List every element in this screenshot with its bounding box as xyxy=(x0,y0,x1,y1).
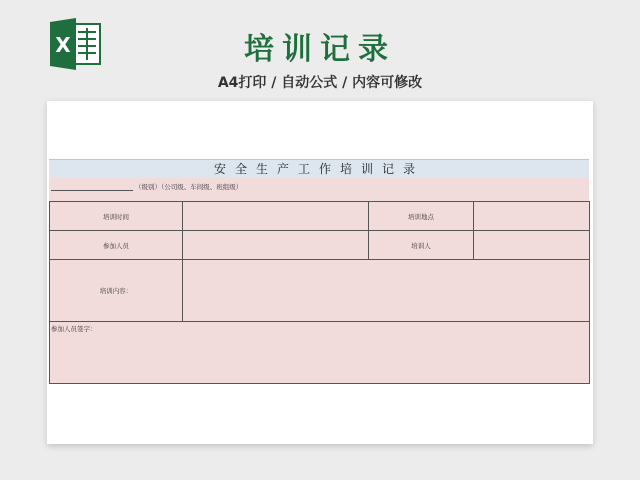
record-table xyxy=(49,201,590,384)
excel-letter: X xyxy=(55,33,71,57)
signature-cell[interactable]: 参加人员签字： xyxy=(50,322,590,384)
location-label: 培训地点 xyxy=(369,202,474,231)
content-label: 培训内容： xyxy=(50,260,183,322)
page-title: 培训记录 xyxy=(244,32,396,67)
level-line xyxy=(51,182,242,191)
time-label: 培训时间 xyxy=(50,202,183,231)
table-row xyxy=(50,322,590,384)
level-blank[interactable] xyxy=(51,190,133,191)
sheet-title: 安全生产工作培训记录 xyxy=(49,159,589,178)
table-row xyxy=(50,231,590,260)
time-cell[interactable] xyxy=(183,202,369,231)
location-cell[interactable] xyxy=(474,202,590,231)
level-text: （级别）（公司级、车间级、班组级） xyxy=(135,183,243,191)
table-row xyxy=(50,260,590,322)
training-record-sheet xyxy=(49,159,589,384)
trainer-cell[interactable] xyxy=(474,231,590,260)
page-subtitle: A4打印 / 自动公式 / 内容可修改 xyxy=(217,75,423,91)
content-cell[interactable] xyxy=(183,260,590,322)
table-row xyxy=(50,202,590,231)
document-preview xyxy=(47,101,593,444)
participants-label: 参加人员 xyxy=(50,231,183,260)
trainer-label: 培训人 xyxy=(369,231,474,260)
participants-cell[interactable] xyxy=(183,231,369,260)
